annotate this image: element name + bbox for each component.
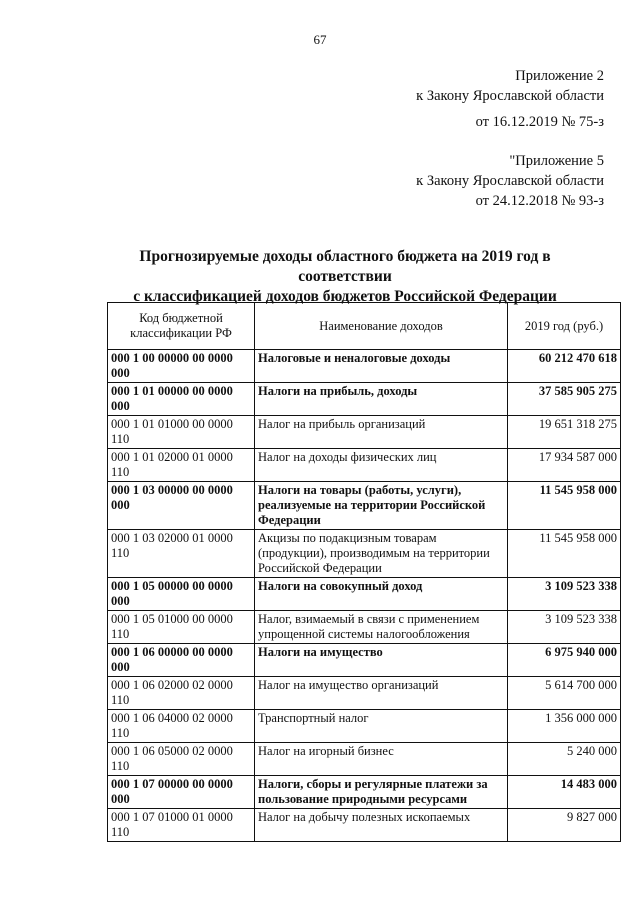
cell-amount: 11 545 958 000 bbox=[508, 530, 621, 578]
cell-code: 000 1 01 00000 00 0000 000 bbox=[108, 383, 255, 416]
cell-name: Налоги, сборы и регулярные платежи за пользование природными ресурсами bbox=[255, 776, 508, 809]
cell-name: Налог на имущество организаций bbox=[255, 677, 508, 710]
table-row bbox=[108, 677, 621, 710]
header-name: Наименование доходов bbox=[255, 303, 508, 350]
cell-code: 000 1 06 04000 02 0000 110 bbox=[108, 710, 255, 743]
appendix-header-amended bbox=[416, 151, 604, 211]
cell-amount: 60 212 470 618 bbox=[508, 350, 621, 383]
cell-name: Налоги на товары (работы, услуги), реализуемые на территории Российской Федерации bbox=[255, 482, 508, 530]
cell-name: Налоги на прибыль, доходы bbox=[255, 383, 508, 416]
appendix-law-reference: к Закону Ярославской области bbox=[416, 88, 604, 104]
cell-name: Налоговые и неналоговые доходы bbox=[255, 350, 508, 383]
cell-name: Транспортный налог bbox=[255, 710, 508, 743]
cell-amount: 5 614 700 000 bbox=[508, 677, 621, 710]
table-row bbox=[108, 644, 621, 677]
document-title-line: Прогнозируемые доходы областного бюджета на 2019 год в соответствии bbox=[139, 248, 551, 285]
cell-name: Налог на добычу полезных ископаемых bbox=[255, 809, 508, 842]
revenue-table bbox=[107, 302, 621, 842]
cell-code: 000 1 06 00000 00 0000 000 bbox=[108, 644, 255, 677]
cell-code: 000 1 06 05000 02 0000 110 bbox=[108, 743, 255, 776]
cell-amount: 14 483 000 bbox=[508, 776, 621, 809]
cell-code: 000 1 07 01000 01 0000 110 bbox=[108, 809, 255, 842]
cell-amount: 1 356 000 000 bbox=[508, 710, 621, 743]
appendix-law-date: от 16.12.2019 № 75-з bbox=[475, 114, 604, 130]
cell-amount: 3 109 523 338 bbox=[508, 578, 621, 611]
appendix-law-date: от 24.12.2018 № 93-з bbox=[475, 193, 604, 209]
cell-code: 000 1 00 00000 00 0000 000 bbox=[108, 350, 255, 383]
table-body bbox=[108, 350, 621, 842]
cell-amount: 19 651 318 275 bbox=[508, 416, 621, 449]
appendix-header-current bbox=[416, 66, 604, 132]
table-row bbox=[108, 530, 621, 578]
cell-code: 000 1 06 02000 02 0000 110 bbox=[108, 677, 255, 710]
appendix-law-reference: к Закону Ярославской области bbox=[416, 173, 604, 189]
table-row bbox=[108, 809, 621, 842]
table-row bbox=[108, 578, 621, 611]
table-row bbox=[108, 482, 621, 530]
appendix-label: Приложение 2 bbox=[515, 68, 604, 84]
page-number: 67 bbox=[313, 32, 327, 47]
cell-code: 000 1 07 00000 00 0000 000 bbox=[108, 776, 255, 809]
cell-code: 000 1 01 02000 01 0000 110 bbox=[108, 449, 255, 482]
cell-code: 000 1 01 01000 00 0000 110 bbox=[108, 416, 255, 449]
cell-name: Налоги на имущество bbox=[255, 644, 508, 677]
cell-code: 000 1 05 01000 00 0000 110 bbox=[108, 611, 255, 644]
cell-amount: 3 109 523 338 bbox=[508, 611, 621, 644]
cell-code: 000 1 05 00000 00 0000 000 bbox=[108, 578, 255, 611]
table-header-row bbox=[108, 303, 621, 350]
document-title-line: с классификацией доходов бюджетов Российской Федерации bbox=[133, 288, 557, 305]
cell-name: Налог на игорный бизнес bbox=[255, 743, 508, 776]
cell-name: Налог на доходы физических лиц bbox=[255, 449, 508, 482]
cell-name: Налог на прибыль организаций bbox=[255, 416, 508, 449]
table-row bbox=[108, 383, 621, 416]
table-row bbox=[108, 611, 621, 644]
table-row bbox=[108, 416, 621, 449]
cell-name: Акцизы по подакцизным товарам (продукции), производимым на территории Российской Федерации bbox=[255, 530, 508, 578]
header-amount: 2019 год (руб.) bbox=[508, 303, 621, 350]
cell-code: 000 1 03 00000 00 0000 000 bbox=[108, 482, 255, 530]
header-code: Код бюджетной классификации РФ bbox=[108, 303, 255, 350]
cell-amount: 17 934 587 000 bbox=[508, 449, 621, 482]
cell-code: 000 1 03 02000 01 0000 110 bbox=[108, 530, 255, 578]
appendix-label: "Приложение 5 bbox=[509, 153, 604, 169]
table-row bbox=[108, 449, 621, 482]
cell-amount: 11 545 958 000 bbox=[508, 482, 621, 530]
cell-amount: 6 975 940 000 bbox=[508, 644, 621, 677]
table-row bbox=[108, 743, 621, 776]
cell-amount: 9 827 000 bbox=[508, 809, 621, 842]
cell-amount: 37 585 905 275 bbox=[508, 383, 621, 416]
cell-name: Налоги на совокупный доход bbox=[255, 578, 508, 611]
document-title bbox=[100, 247, 590, 307]
cell-name: Налог, взимаемый в связи с применением упрощенной системы налогообложения bbox=[255, 611, 508, 644]
table-row bbox=[108, 710, 621, 743]
table-row bbox=[108, 776, 621, 809]
cell-amount: 5 240 000 bbox=[508, 743, 621, 776]
table-row bbox=[108, 350, 621, 383]
